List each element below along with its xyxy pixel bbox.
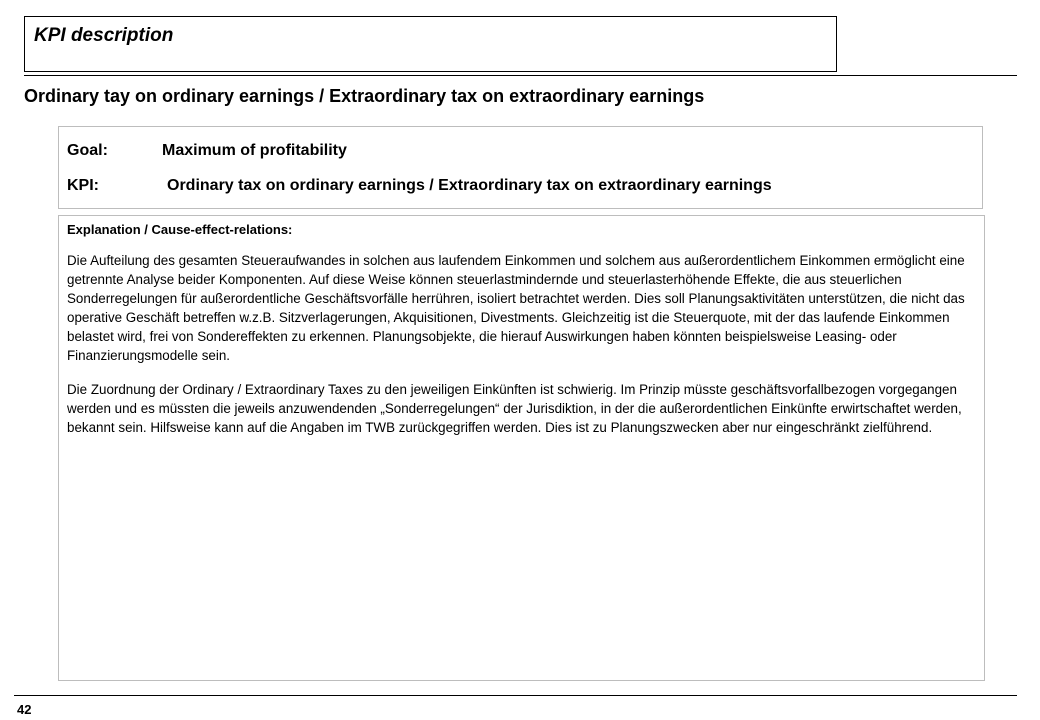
goal-kpi-box xyxy=(58,126,983,209)
page-number: 42 xyxy=(17,702,32,717)
kpi-value: Ordinary tax on ordinary earnings / Extraordinary tax on extraordinary earnings xyxy=(167,177,772,194)
explanation-paragraph: Die Aufteilung des gesamten Steueraufwandes in solchen aus laufendem Einkommen und solchem aus außerordentlichem Einkommen ermöglicht eine getrennte Analyse beider Komponenten. Auf diese Weise können steuerlastmindernde und steuerlasterhöhende Effekte, die aus steuerlichen Sonderregelungen für außerordentliche Geschäftsvorfälle herrühren, isoliert betrachtet werden. Dies soll Planungsaktivitäten unterstützen, die nicht das operative Geschäft betreffen w.z.B. Sitzverlagerungen, Akquisitionen, Divestments. Gleichzeitig ist die Steuerquote, mit der das laufende Einkommen belastet wird, frei von Sondereffekten zu erkennen. Planungsobjekte, die hierauf Auswirkungen haben könnten beispielsweise Leasing- oder Finanzierungsmodelle sein. xyxy=(67,253,965,363)
explanation-paragraph: Die Zuordnung der Ordinary / Extraordinary Taxes zu den jeweiligen Einkünften ist schwierig. Im Prinzip müsste geschäftsvorfallbezogen vorgegangen werden und es müssten die jeweils anzuwendenden „Sonderregelungen“ der Jurisdiktion, in der die außerordentlichen Einkünfte erwirtschaftet werden, bekannt sein. Hilfsweise kann auf die Angaben im TWB zurückgegriffen werden. Dies ist zu Planungszwecken aber nur eingeschränkt zielführend. xyxy=(67,382,962,435)
goal-label: Goal: xyxy=(67,142,108,159)
goal-row xyxy=(67,142,347,160)
kpi-row xyxy=(67,177,772,195)
goal-value: Maximum of profitability xyxy=(162,142,347,159)
kpi-box-title: KPI description xyxy=(34,25,174,46)
explanation-box xyxy=(58,215,985,681)
explanation-heading: Explanation / Cause-effect-relations: xyxy=(67,222,293,237)
top-divider xyxy=(24,75,1017,76)
bottom-divider xyxy=(14,695,1017,696)
kpi-label: KPI: xyxy=(67,177,99,194)
kpi-headline: Ordinary tay on ordinary earnings / Extraordinary tax on extraordinary earnings xyxy=(24,86,705,106)
kpi-title-box xyxy=(24,16,837,72)
